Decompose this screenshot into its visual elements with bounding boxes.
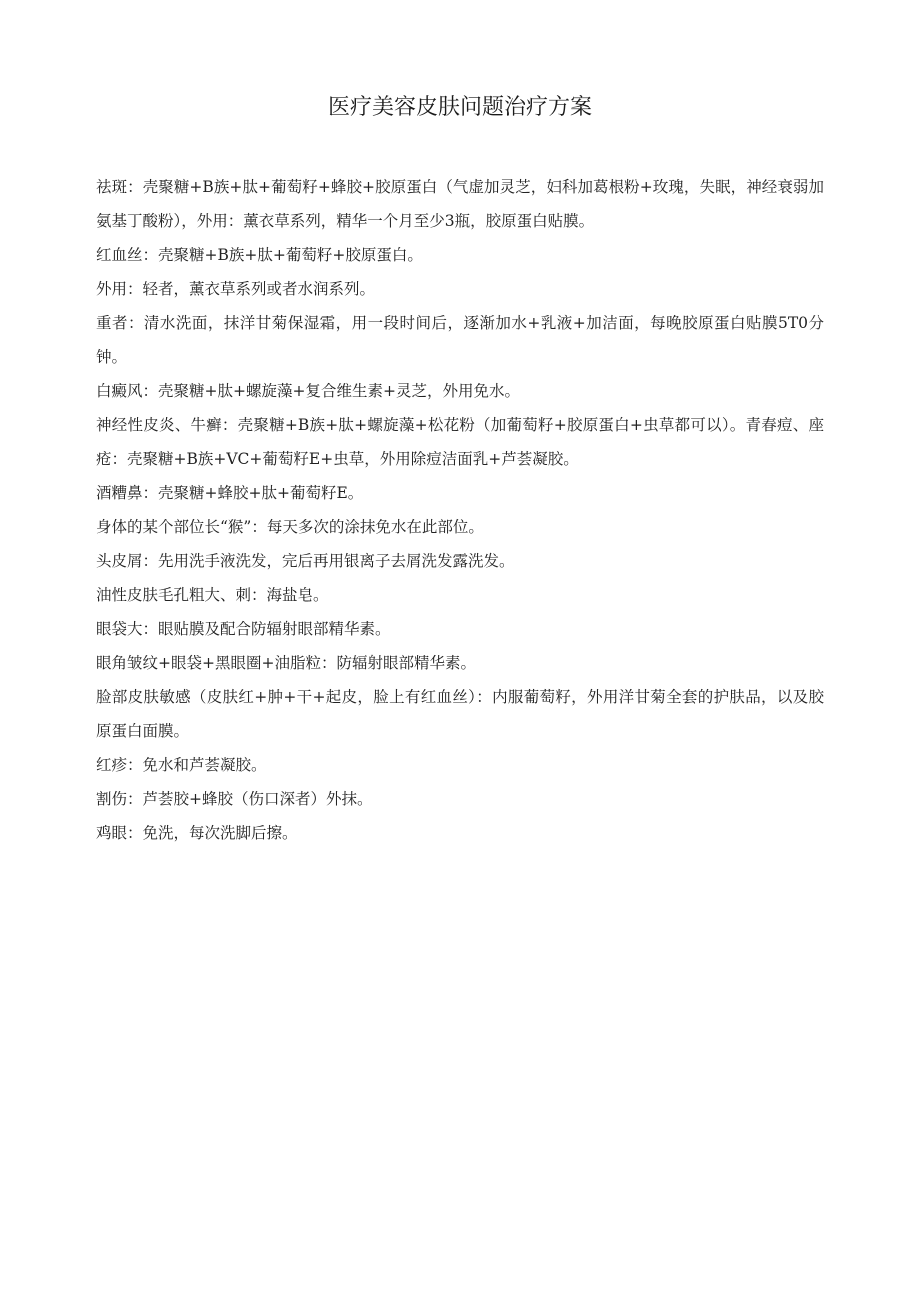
paragraph-vitiligo: 白癜风：壳聚糖+肽+螺旋藻+复合维生素+灵芝，外用免水。 <box>96 382 520 400</box>
paragraph-red-veins: 红血丝：壳聚糖+B族+肽+葡萄籽+胶原蛋白。 <box>96 246 423 264</box>
paragraph-eye-bags: 眼袋大：眼贴膜及配合防辐射眼部精华素。 <box>96 620 391 638</box>
page-title: 医疗美容皮肤问题治疗方案 <box>327 95 592 120</box>
paragraph-dermatitis-acne: 神经性皮炎、牛癣：壳聚糖+B族+肽+螺旋藻+松花粉（加葡萄籽+胶原蛋白+虫草都可以）。青春痘、座疮：壳聚糖+B族+VC+葡萄籽E+虫草，外用除痘洁面乳+芦荟凝胶。 <box>96 416 824 468</box>
paragraph-external-light: 外用：轻者，薰衣草系列或者水润系列。 <box>96 280 376 298</box>
paragraph-corns: 鸡眼：免洗，每次洗脚后擦。 <box>96 824 298 842</box>
paragraph-rosacea: 酒糟鼻：壳聚糖+蜂胶+肽+葡萄籽E。 <box>96 484 364 502</box>
paragraph-cuts: 割伤：芦荟胶+蜂胶（伤口深者）外抹。 <box>96 790 373 808</box>
paragraph-dandruff: 头皮屑：先用洗手液洗发，完后再用银离子去屑洗发露洗发。 <box>96 552 515 570</box>
paragraph-severe: 重者：清水洗面，抹洋甘菊保湿霜，用一段时间后，逐渐加水+乳液+加洁面，每晚胶原蛋白贴膜5T0分钟。 <box>96 314 824 366</box>
paragraph-eye-wrinkles: 眼角皱纹+眼袋+黑眼圈+油脂粒：防辐射眼部精华素。 <box>96 654 476 672</box>
paragraph-body-part: 身体的某个部位长“猴”：每天多次的涂抹免水在此部位。 <box>96 518 484 536</box>
paragraph-oily-skin: 油性皮肤毛孔粗大、刺：海盐皂。 <box>96 586 329 604</box>
document-body <box>96 170 824 850</box>
paragraph-spots: 祛斑：壳聚糖+B族+肽+葡萄籽+蜂胶+胶原蛋白（气虚加灵芝，妇科加葛根粉+玫瑰，失眠，神经衰弱加氨基丁酸粉），外用：薰衣草系列，精华一个月至少3瓶，胶原蛋白贴膜。 <box>96 178 824 230</box>
paragraph-rash: 红疹：免水和芦荟凝胶。 <box>96 756 267 774</box>
paragraph-sensitive-skin: 脸部皮肤敏感（皮肤红+肿+干+起皮，脸上有红血丝）：内服葡萄籽，外用洋甘菊全套的护肤品，以及胶原蛋白面膜。 <box>96 688 824 740</box>
